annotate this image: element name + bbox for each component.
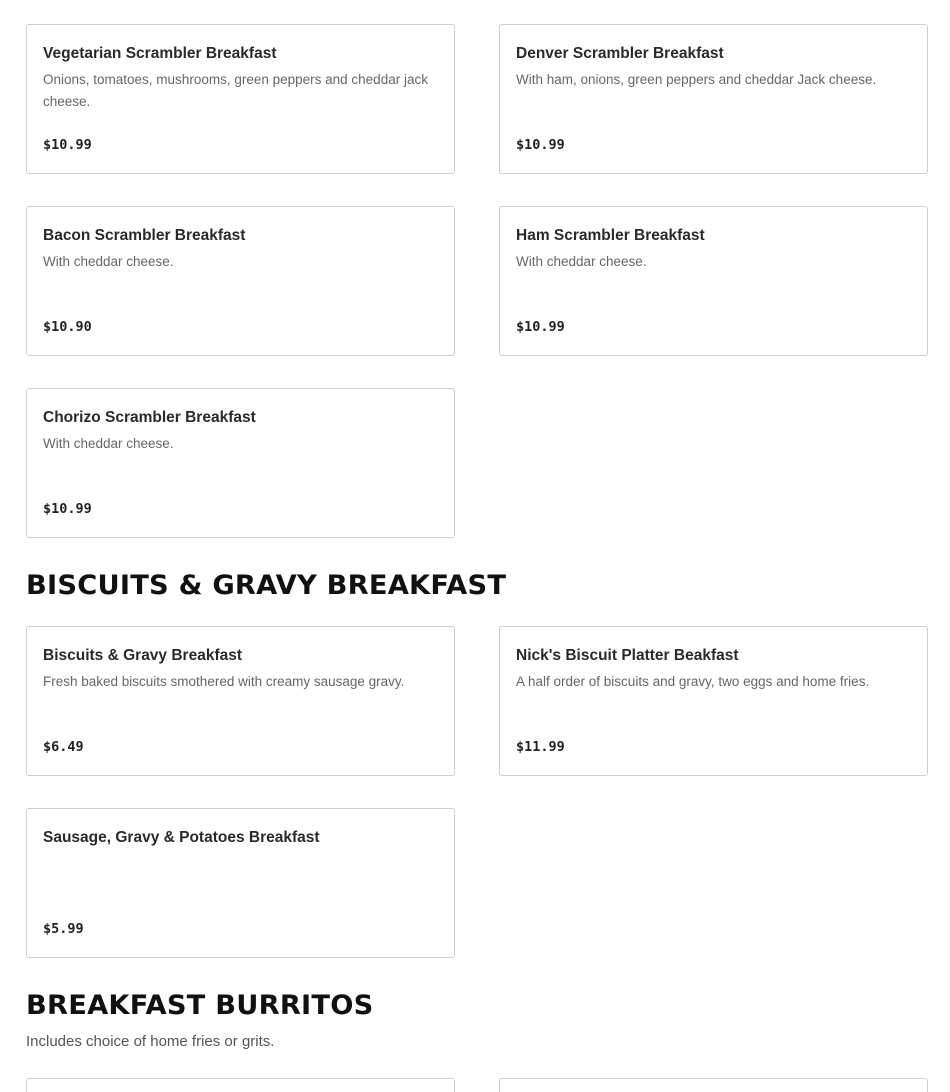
menu-item-description: With ham, onions, green peppers and cheddar Jack cheese. [516, 72, 877, 87]
menu-item-price: $5.99 [43, 921, 84, 937]
menu-item-price: $6.49 [43, 739, 84, 755]
menu-item-name: Biscuits & Gravy Breakfast [43, 647, 243, 664]
menu-item-card[interactable] [26, 808, 455, 958]
menu-item-price: $10.99 [516, 137, 565, 153]
menu-item-card[interactable] [26, 626, 455, 776]
menu-item-card[interactable] [499, 24, 928, 174]
menu-item-card[interactable] [26, 206, 455, 356]
menu-item-name: Sausage, Gravy & Potatoes Breakfast [43, 829, 320, 846]
menu-item-card[interactable] [499, 1078, 928, 1092]
menu-item-card[interactable] [26, 1078, 455, 1092]
menu-item-price: $11.99 [516, 739, 565, 755]
menu-item-name: Nick's Biscuit Platter Beakfast [516, 647, 739, 664]
menu-item-name: Ham Scrambler Breakfast [516, 227, 705, 244]
menu-item-price: $10.90 [43, 319, 92, 335]
menu-item-price: $10.99 [43, 501, 92, 517]
menu-item-description: With cheddar cheese. [516, 254, 647, 269]
menu-item-name: Bacon Scrambler Breakfast [43, 227, 246, 244]
menu-item-name: Vegetarian Scrambler Breakfast [43, 45, 277, 62]
menu-item-card[interactable] [26, 388, 455, 538]
menu-item-card[interactable] [26, 24, 455, 174]
menu-item-price: $10.99 [43, 137, 92, 153]
section-note: Includes choice of home fries or grits. [26, 1033, 275, 1050]
menu-item-description: With cheddar cheese. [43, 254, 174, 269]
menu-item-description: Onions, tomatoes, mushrooms, green peppers and cheddar jack cheese. [43, 72, 428, 109]
menu-item-card[interactable] [499, 206, 928, 356]
section-title: BISCUITS & GRAVY BREAKFAST [26, 570, 507, 601]
menu-item-name: Chorizo Scrambler Breakfast [43, 409, 256, 426]
menu-item-description: A half order of biscuits and gravy, two eggs and home fries. [516, 674, 870, 689]
menu-item-name: Denver Scrambler Breakfast [516, 45, 724, 62]
menu-item-card[interactable] [499, 626, 928, 776]
menu-item-description: Fresh baked biscuits smothered with creamy sausage gravy. [43, 674, 405, 689]
menu-item-price: $10.99 [516, 319, 565, 335]
menu-item-description: With cheddar cheese. [43, 436, 174, 451]
section-title: BREAKFAST BURRITOS [26, 990, 374, 1021]
